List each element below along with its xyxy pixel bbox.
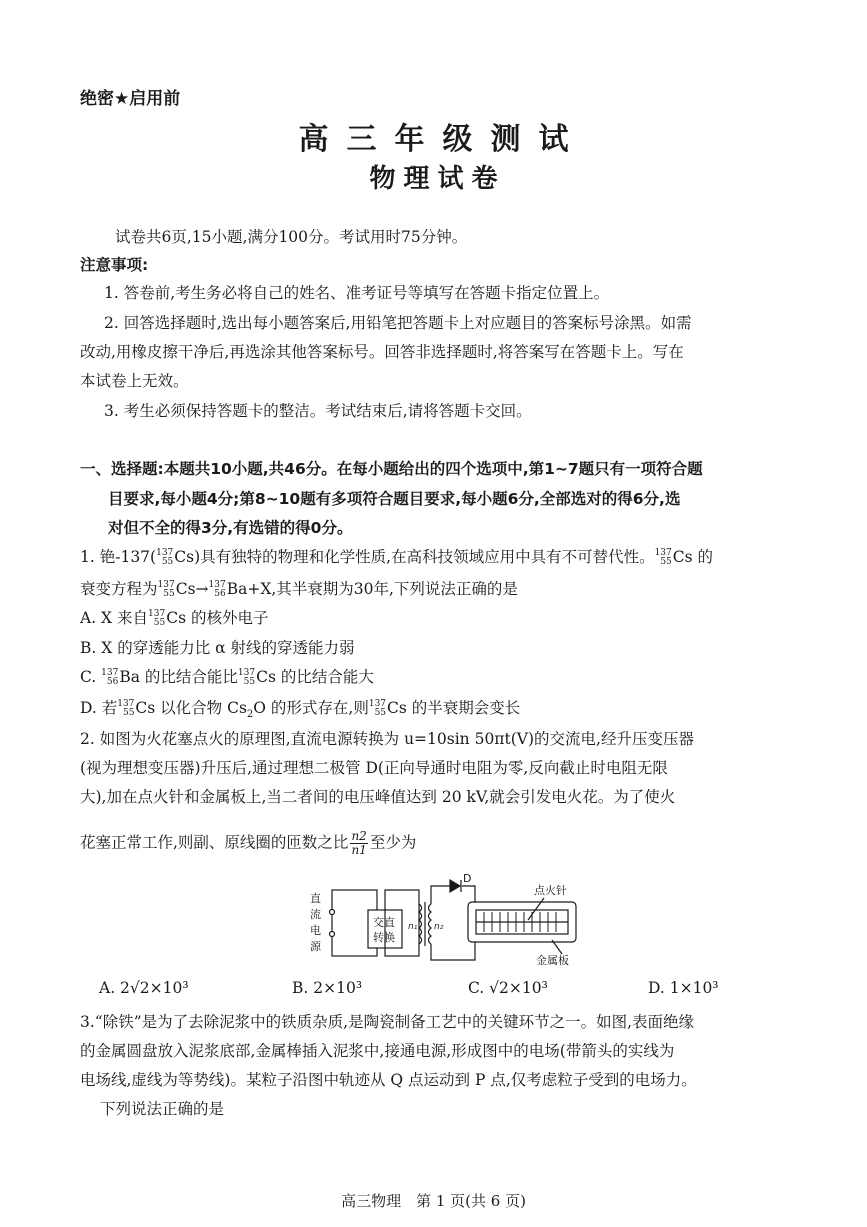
dc-source-label: 电 <box>310 924 321 937</box>
question-3-stem: 的金属圆盘放入泥浆底部,金属棒插入泥浆中,接通电源,形成图中的电场(带箭头的实线为 <box>80 1042 675 1060</box>
exam-subtitle: 物理试卷 <box>369 164 506 194</box>
section-heading: 目要求,每小题4分;第8~10题有多项符合题目要求,每小题6分,全部选对的得6分,选 <box>108 490 681 508</box>
confidential-mark: 绝密★启用前 <box>80 89 181 109</box>
dc-source-label: 流 <box>310 908 321 921</box>
question-2-stem: (视为理想变压器)升压后,通过理想二极管 D(正向导通时电阻为零,反向截止时电阻无限 <box>80 759 668 777</box>
question-2-option-b: B. 2×10³ <box>292 979 363 997</box>
converter-label: 转换 <box>373 931 395 944</box>
notice-item: 1. 答卷前,考生务必将自己的姓名、准考证号等填写在答题卡指定位置上。 <box>104 284 610 302</box>
spark-plug-circuit-diagram <box>300 872 590 967</box>
question-1-option-c: C. 137 56 Ba 的比结合能比 137 55 Cs 的比结合能大 <box>80 668 374 687</box>
question-3-stem: 电场线,虚线为等势线)。某粒子沿图中轨迹从 Q 点运动到 P 点,仅考虑粒子受到的电场力。 <box>80 1071 697 1089</box>
question-1-option-b: B. X 的穿透能力比 α 射线的穿透能力弱 <box>80 639 355 657</box>
converter-label: 交直 <box>373 916 395 929</box>
question-3-stem: 下列说法正确的是 <box>100 1100 225 1118</box>
question-2-option-d: D. 1×10³ <box>648 979 719 997</box>
notice-item: 本试卷上无效。 <box>80 372 189 390</box>
dc-source-label: 直 <box>310 892 321 905</box>
intro-text: 试卷共6页,15小题,满分100分。考试用时75分钟。 <box>115 228 468 246</box>
question-2-option-c: C. √2×10³ <box>468 979 548 997</box>
exam-title: 高三年级测试 <box>298 122 587 157</box>
question-2-stem: 花塞正常工作,则副、原线圈的匝数之比 $\frac{n2}{n1}$ 至少为 <box>80 829 417 857</box>
notice-item: 改动,用橡皮擦干净后,再选涂其他答案标号。回答非选择题时,将答案写在答题卡上。写在 <box>80 343 684 361</box>
question-3-stem: 3.“除铁”是为了去除泥浆中的铁质杂质,是陶瓷制备工艺中的关键环节之一。如图,表面绝缘 <box>80 1013 694 1031</box>
primary-coil-label: n₁ <box>408 922 418 932</box>
secondary-coil-label: n₂ <box>434 922 444 932</box>
question-1-stem: 1. 铯-137( 137 55 Cs)具有独特的物理和化学性质,在高科技领域应用中具有不可替代性。 137 55 Cs 的 <box>80 548 714 567</box>
plate-label: 金属板 <box>536 954 569 967</box>
question-2-stem: 2. 如图为火花塞点火的原理图,直流电源转换为 u=10sin 50πt(V)的交流电,经升压变压器 <box>80 730 694 748</box>
question-1-stem: 衰变方程为 137 55 Cs→ 137 56 Ba+X,其半衰期为30年,下列说法正确的是 <box>80 580 518 599</box>
turns-ratio-fraction: $\frac{n2}{n1}$ <box>351 829 367 857</box>
section-heading: 一、选择题:本题共10小题,共46分。在每小题给出的四个选项中,第1~7题只有一项符合题 <box>80 460 703 478</box>
page-footer: 高三物理 第 1 页(共 6 页) <box>341 1192 526 1210</box>
notice-item: 2. 回答选择题时,选出每小题答案后,用铅笔把答题卡上对应题目的答案标号涂黑。如需 <box>104 314 692 332</box>
question-2-option-a: A. 2√2×10³ <box>99 979 189 997</box>
diode-label: D <box>463 872 472 885</box>
question-2-stem: 大),加在点火针和金属板上,当二者间的电压峰值达到 20 kV,就会引发电火花。为了使火 <box>80 788 676 806</box>
question-1-option-a: A. X 来自 137 55 Cs 的核外电子 <box>80 609 269 628</box>
section-heading: 对但不全的得3分,有选错的得0分。 <box>108 519 353 537</box>
dc-source-label: 源 <box>310 940 321 953</box>
question-1-option-d: D. 若 137 55 Cs 以化合物 $Cs_2O$ 的形式存在,则 137 55 Cs 的半衰期会变长 <box>80 699 521 721</box>
needle-label: 点火针 <box>534 884 567 897</box>
notice-item: 3. 考生必须保持答题卡的整洁。考试结束后,请将答题卡交回。 <box>104 402 532 420</box>
notice-heading: 注意事项: <box>80 256 149 274</box>
